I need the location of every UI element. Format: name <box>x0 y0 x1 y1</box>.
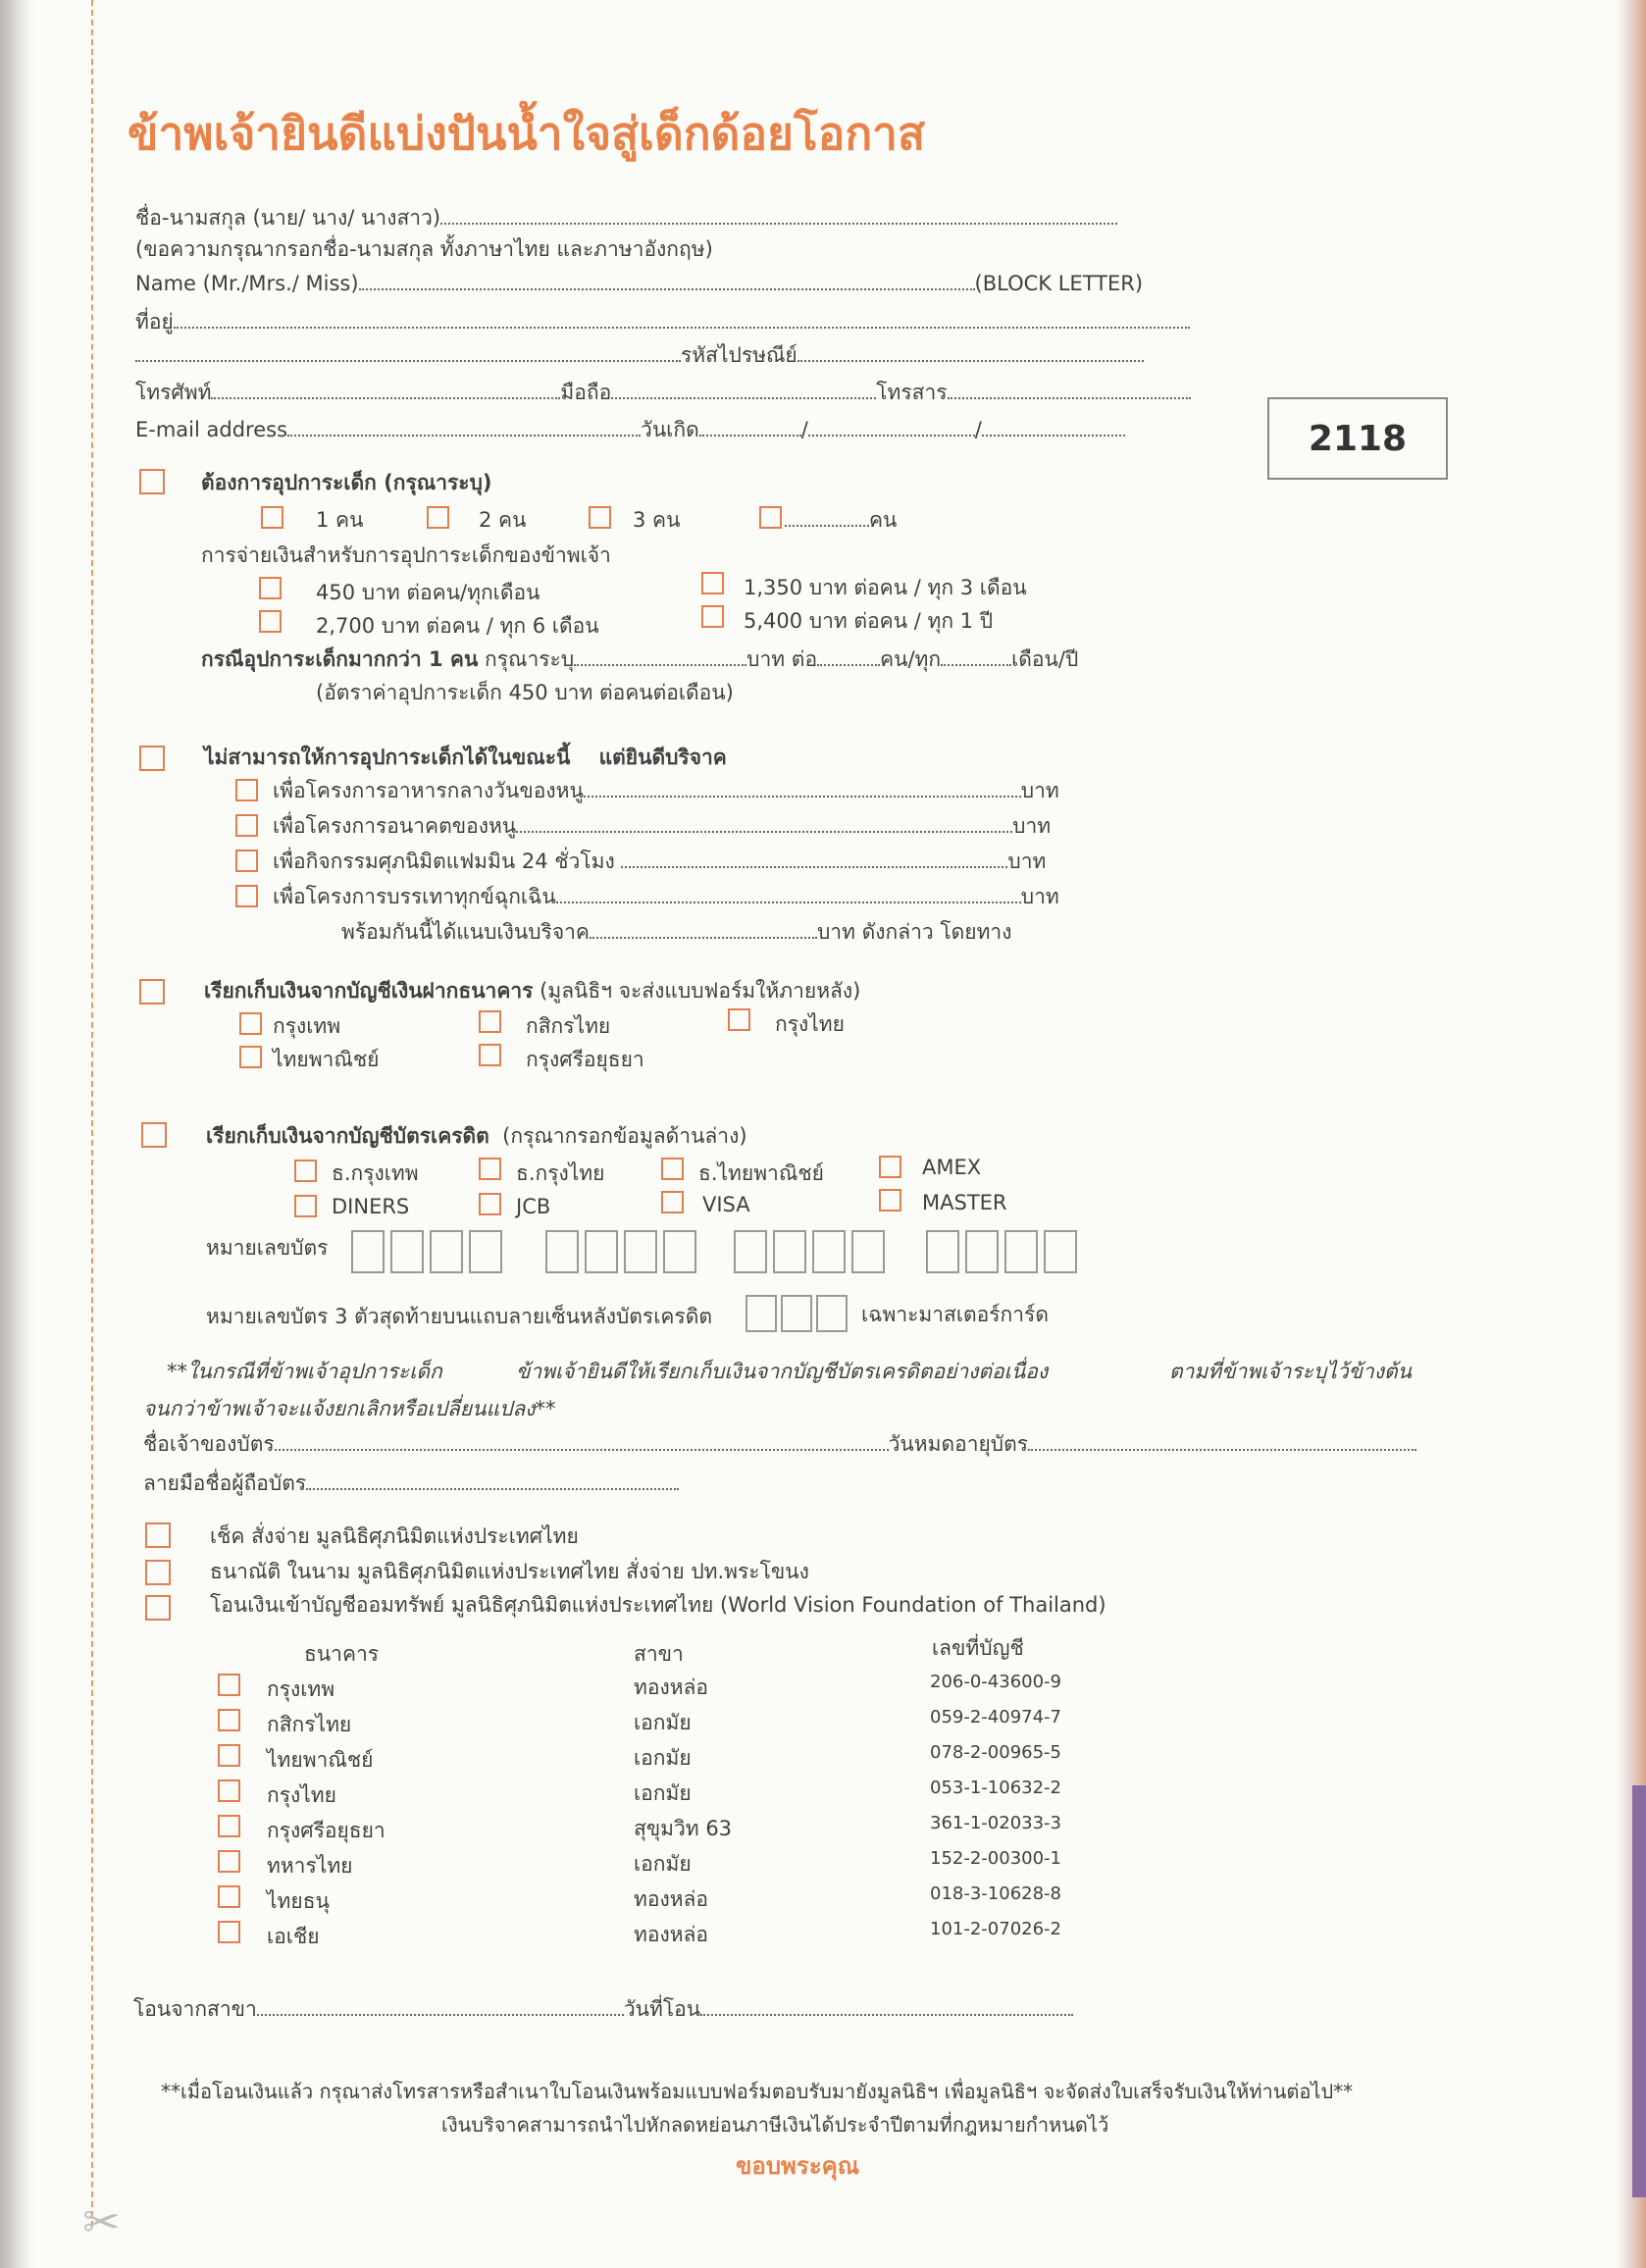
cvv-digit-box[interactable] <box>746 1295 777 1332</box>
credit-heading-row <box>206 1120 747 1153</box>
sponsor-heading: ต้องการอุปการะเด็ก (กรุณาระบุ) <box>201 471 492 494</box>
footer-note-2: เงินบริจาคสามารถนำไปหักลดหย่อนภาษีเงินได้ประจำปีตามที่กฎหมายกำหนดไว้ <box>441 2113 1109 2137</box>
card-digit-box[interactable] <box>545 1230 579 1273</box>
card-amex-checkbox[interactable] <box>879 1156 901 1178</box>
multi-child-row <box>201 644 1078 676</box>
donate-lunch-label: เพื่อโครงการอาหารกลางวันของหนู <box>273 779 584 802</box>
account-bank: กสิกรไทย <box>267 1713 352 1736</box>
card-digit-box[interactable] <box>663 1230 696 1273</box>
name-en-row <box>135 271 1143 295</box>
birth-year-field[interactable] <box>982 417 1125 437</box>
auth-text-b: ข้าพเจ้ายินดีให้เรียกเก็บเงินจากบัญชีบัตรเครดิตอย่างต่อเนื่อง <box>516 1360 1049 1383</box>
card-visa-label: VISA <box>702 1193 750 1216</box>
multi-child-label: กรณีอุปการะเด็กมากกว่า 1 คน <box>201 647 479 671</box>
transfer-from-field[interactable] <box>257 1996 624 2016</box>
holder-field[interactable] <box>275 1431 889 1451</box>
cut-line <box>91 0 93 2227</box>
donate-famine-label: เพื่อกิจกรรมศุภนิมิตแฟมมิน 24 ชั่วโมง <box>273 850 615 873</box>
multi-period-field[interactable] <box>941 646 1011 666</box>
account-branch: เอกมัย <box>634 1781 692 1805</box>
account-row-checkbox[interactable] <box>218 1815 240 1837</box>
debit-krungthai-checkbox[interactable] <box>728 1008 750 1031</box>
cvv-digit-box[interactable] <box>816 1295 848 1332</box>
address-row <box>135 306 1190 338</box>
account-bank: ทหารไทย <box>267 1854 353 1878</box>
cvv-digit-box[interactable] <box>781 1295 812 1332</box>
donate-relief-field[interactable] <box>556 884 1021 903</box>
account-number: 018-3-10628-8 <box>930 1883 1062 1904</box>
account-row-checkbox[interactable] <box>218 1850 240 1873</box>
donate-lunch-baht: บาท <box>1020 779 1059 802</box>
account-number: 059-2-40974-7 <box>930 1707 1062 1727</box>
card-digit-box[interactable] <box>430 1230 463 1273</box>
multi-baht-per: บาท ต่อ <box>746 647 818 671</box>
card-digit-box[interactable] <box>624 1230 657 1273</box>
account-row-checkbox[interactable] <box>218 1709 240 1731</box>
count-2-checkbox[interactable] <box>427 506 449 529</box>
attach-method-label: บาท ดังกล่าว โดยทาง <box>816 920 1012 944</box>
account-branch: ทองหล่อ <box>634 1675 709 1699</box>
multi-persons-every: คน/ทุก <box>880 647 942 671</box>
account-bank: กรุงเทพ <box>267 1677 335 1701</box>
card-ktb-checkbox[interactable] <box>479 1158 501 1180</box>
account-number: 101-2-07026-2 <box>930 1919 1062 1939</box>
form-number: 2118 <box>1267 397 1448 480</box>
card-jcb-checkbox[interactable] <box>479 1193 501 1215</box>
card-digit-box[interactable] <box>469 1230 502 1273</box>
credit-note: (กรุณากรอกข้อมูลด้านล่าง) <box>502 1124 747 1148</box>
count-1-checkbox[interactable] <box>261 506 283 529</box>
pay-quarterly-label: 1,350 บาท ต่อคน / ทุก 3 เดือน <box>744 576 1027 599</box>
account-row-checkbox[interactable] <box>218 1885 240 1908</box>
card-diners-label: DINERS <box>332 1195 410 1218</box>
pay-yearly-checkbox[interactable] <box>701 605 724 628</box>
donate-relief-row <box>273 881 1059 913</box>
expiry-field[interactable] <box>1028 1431 1416 1451</box>
pay-monthly-checkbox[interactable] <box>259 577 282 599</box>
cheque-label: เช็ค สั่งจ่าย มูลนิธิศุภนิมิตแห่งประเทศไทย <box>210 1524 579 1548</box>
attach-amount-field[interactable] <box>590 919 817 939</box>
card-jcb-label: JCB <box>516 1195 551 1218</box>
card-digit-box[interactable] <box>1044 1230 1077 1273</box>
signature-field[interactable] <box>306 1470 679 1490</box>
signature-label: ลายมือชื่อผู้ถือบัตร <box>143 1471 307 1495</box>
pay-halfyear-label: 2,700 บาท ต่อคน / ทุก 6 เดือน <box>316 614 599 638</box>
page-binding-shadow <box>0 0 33 2268</box>
account-number: 078-2-00965-5 <box>930 1742 1062 1763</box>
card-digit-box[interactable] <box>926 1230 959 1273</box>
count-2-label: 2 คน <box>479 508 527 532</box>
debit-ayudhya-label: กรุงศรีอยุธยา <box>526 1048 644 1071</box>
account-row-checkbox[interactable] <box>218 1744 240 1767</box>
transfer-from-label: โอนจากสาขา <box>133 1997 257 2021</box>
postcode-label: รหัสไปรษณีย์ <box>681 343 797 367</box>
account-number: 206-0-43600-9 <box>930 1672 1062 1692</box>
card-amex-label: AMEX <box>922 1156 982 1179</box>
card-scb-checkbox[interactable] <box>661 1158 684 1180</box>
attach-row <box>341 916 1011 949</box>
account-branch: เอกมัย <box>634 1746 692 1770</box>
account-row-checkbox[interactable] <box>218 1921 240 1943</box>
count-other-field[interactable] <box>785 507 869 527</box>
card-diners-checkbox[interactable] <box>294 1195 317 1217</box>
debit-kasikorn-checkbox[interactable] <box>479 1010 501 1033</box>
card-bbl-label: ธ.กรุงเทพ <box>332 1161 419 1185</box>
card-master-checkbox[interactable] <box>879 1189 901 1211</box>
card-digit-box[interactable] <box>851 1230 885 1273</box>
multi-child-specify: กรุณาระบุ <box>485 647 575 671</box>
name-th-label: ชื่อ-นามสกุล (นาย/ นาง/ นางสาว) <box>135 206 441 230</box>
address-label: ที่อยู่ <box>135 310 174 334</box>
attach-label: พร้อมกันนี้ได้แนบเงินบริจาค <box>341 920 590 944</box>
account-bank: เอเชีย <box>267 1925 320 1948</box>
phone-row <box>135 377 1191 409</box>
account-bank: กรุงศรีอยุธยา <box>267 1819 386 1842</box>
pay-monthly-label: 450 บาท ต่อคน/ทุกเดือน <box>316 581 540 604</box>
donate-future-checkbox[interactable] <box>235 814 258 837</box>
count-other-row <box>785 504 897 537</box>
rate-note: (อัตราค่าอุปการะเด็ก 450 บาท ต่อคนต่อเดือน) <box>316 681 734 704</box>
name-note: (ขอความกรุณากรอกชื่อ-นามสกุล ทั้งภาษาไทย และภาษาอังกฤษ) <box>135 237 713 261</box>
donate-heading-row <box>204 742 727 774</box>
pay-halfyear-checkbox[interactable] <box>259 610 282 633</box>
credit-card-checkbox[interactable] <box>141 1122 167 1148</box>
name-th-row <box>135 202 1117 234</box>
phone-field[interactable] <box>211 380 560 399</box>
account-row-checkbox[interactable] <box>218 1674 240 1696</box>
money-order-checkbox[interactable] <box>145 1560 171 1585</box>
pay-yearly-label: 5,400 บาท ต่อคน / ทุก 1 ปี <box>744 609 994 633</box>
email-label: E-mail address <box>135 418 288 441</box>
col-bank-header: ธนาคาร <box>304 1642 380 1666</box>
card-digit-box[interactable] <box>734 1230 767 1273</box>
birth-day-field[interactable] <box>699 417 801 437</box>
address-field[interactable] <box>174 309 1190 329</box>
card-digit-box[interactable] <box>351 1230 385 1273</box>
address-field-2[interactable] <box>135 342 681 362</box>
credit-heading: เรียกเก็บเงินจากบัญชีบัตรเครดิต <box>206 1124 489 1148</box>
donate-famine-baht: บาท <box>1007 850 1047 873</box>
mobile-label: มือถือ <box>560 381 612 404</box>
account-branch: สุขุมวิท 63 <box>634 1817 733 1840</box>
account-row-checkbox[interactable] <box>218 1779 240 1802</box>
next-page-edge <box>1632 1785 1646 2197</box>
donate-relief-label: เพื่อโครงการบรรเทาทุกข์ฉุกเฉิน <box>273 885 556 908</box>
card-digit-box[interactable] <box>812 1230 846 1273</box>
birthdate-label: วันเกิด <box>641 418 699 441</box>
count-other-checkbox[interactable] <box>759 506 782 529</box>
count-other-label: คน <box>869 508 898 532</box>
scissors-icon: ✂ <box>82 2195 121 2248</box>
name-th-field[interactable] <box>440 205 1117 225</box>
card-digit-box[interactable] <box>1004 1230 1038 1273</box>
donate-lunch-row <box>273 775 1059 807</box>
address-row-2 <box>135 339 1144 372</box>
donate-heading: ไม่สามารถให้การอุปการะเด็กได้ในขณะนี้ <box>204 746 571 769</box>
account-branch: เอกมัย <box>634 1852 692 1876</box>
donate-future-row <box>273 810 1051 843</box>
count-3-label: 3 คน <box>633 508 681 532</box>
auth-text-a: **ในกรณีที่ข้าพเจ้าอุปการะเด็ก <box>167 1360 442 1383</box>
name-en-field[interactable] <box>359 271 975 290</box>
birth-slash-2: / <box>974 418 982 441</box>
card-bbl-checkbox[interactable] <box>294 1160 317 1182</box>
card-ktb-label: ธ.กรุงไทย <box>516 1161 605 1185</box>
bank-debit-heading: เรียกเก็บเงินจากบัญชีเงินฝากธนาคาร <box>204 979 534 1003</box>
auth-text-c: ตามที่ข้าพเจ้าระบุไว้ข้างต้น <box>1169 1360 1413 1383</box>
holder-label: ชื่อเจ้าของบัตร <box>143 1432 275 1456</box>
card-digit-box[interactable] <box>773 1230 806 1273</box>
debit-kasikorn-label: กสิกรไทย <box>526 1014 611 1038</box>
donate-future-baht: บาท <box>1012 814 1052 838</box>
donate-heading-2: แต่ยินดีบริจาค <box>598 746 727 769</box>
email-row <box>135 414 1125 446</box>
card-digit-box[interactable] <box>390 1230 424 1273</box>
account-branch: ทองหล่อ <box>634 1923 709 1946</box>
card-scb-label: ธ.ไทยพาณิชย์ <box>698 1161 824 1185</box>
card-master-label: MASTER <box>922 1191 1007 1214</box>
debit-scb-checkbox[interactable] <box>239 1046 262 1068</box>
pay-quarterly-checkbox[interactable] <box>701 572 724 594</box>
donate-famine-checkbox[interactable] <box>235 850 258 872</box>
card-digit-box[interactable] <box>965 1230 999 1273</box>
name-en-label: Name (Mr./Mrs./ Miss) <box>135 272 359 295</box>
count-1-label: 1 คน <box>316 508 364 532</box>
col-account-header: เลขที่บัญชี <box>932 1636 1024 1660</box>
donate-relief-checkbox[interactable] <box>235 885 258 907</box>
thanks-text: ขอบพระคุณ <box>736 2152 859 2180</box>
bank-debit-note: (มูลนิธิฯ จะส่งแบบฟอร์มให้ภายหลัง) <box>540 979 861 1003</box>
transfer-checkbox[interactable] <box>145 1595 171 1621</box>
block-letter-label: (BLOCK LETTER) <box>974 272 1144 295</box>
debit-ayudhya-checkbox[interactable] <box>479 1044 501 1066</box>
form-title: ข้าพเจ้ายินดีแบ่งปันน้ำใจสู่เด็กด้อยโอกาส <box>128 107 926 160</box>
multi-month-year: เดือน/ปี <box>1011 647 1079 671</box>
cheque-checkbox[interactable] <box>145 1522 171 1548</box>
sponsor-checkbox[interactable] <box>139 469 165 494</box>
debit-bangkok-checkbox[interactable] <box>239 1012 262 1035</box>
account-bank: ไทยธนุ <box>267 1889 330 1913</box>
account-number: 053-1-10632-2 <box>930 1778 1062 1798</box>
donate-famine-row <box>273 846 1046 878</box>
fax-label: โทรสาร <box>876 381 948 404</box>
donate-lunch-checkbox[interactable] <box>235 779 258 801</box>
bank-debit-checkbox[interactable] <box>139 979 165 1005</box>
col-branch-header: สาขา <box>634 1642 684 1666</box>
account-branch: เอกมัย <box>634 1711 692 1734</box>
donate-relief-baht: บาท <box>1020 885 1059 908</box>
card-visa-checkbox[interactable] <box>661 1191 684 1213</box>
holder-row <box>143 1428 1416 1461</box>
transfer-date-field[interactable] <box>700 1996 1073 2016</box>
mobile-field[interactable] <box>611 380 876 399</box>
debit-scb-label: ไทยพาณิชย์ <box>273 1048 380 1071</box>
account-branch: ทองหล่อ <box>634 1887 709 1911</box>
fax-field[interactable] <box>948 380 1191 399</box>
transfer-date-label: วันที่โอน <box>623 1997 701 2021</box>
donate-future-label: เพื่อโครงการอนาคตของหนู <box>273 814 517 838</box>
donate-lunch-field[interactable] <box>584 778 1021 798</box>
donate-famine-field[interactable] <box>621 849 1007 868</box>
email-field[interactable] <box>287 417 641 437</box>
birth-month-field[interactable] <box>808 417 975 437</box>
account-bank: กรุงไทย <box>267 1783 336 1807</box>
footer-note-1: **เมื่อโอนเงินแล้ว กรุณาส่งโทรสารหรือสำเนาใบโอนเงินพร้อมแบบฟอร์มตอบรับมายังมูลนิธิฯ เพื่อมูลนิธิฯ จะจัดส่งใบเสร็จรับเงินให้ท่านต่อไป** <box>161 2080 1354 2103</box>
donate-checkbox[interactable] <box>139 746 165 771</box>
transfer-info-row <box>133 1993 1073 2026</box>
birth-slash-1: / <box>800 418 808 441</box>
postcode-field[interactable] <box>797 342 1144 362</box>
account-bank: ไทยพาณิชย์ <box>267 1748 374 1772</box>
debit-bangkok-label: กรุงเทพ <box>273 1014 341 1038</box>
payment-heading: การจ่ายเงินสำหรับการอุปการะเด็กของข้าพเจ้า <box>201 543 611 567</box>
card-number-label: หมายเลขบัตร <box>206 1236 329 1260</box>
multi-amount-field[interactable] <box>574 646 746 666</box>
donate-future-field[interactable] <box>516 813 1012 833</box>
account-number: 361-1-02033-3 <box>930 1813 1062 1833</box>
money-order-label: ธนาณัติ ในนาม มูลนิธิศุภนิมิตแห่งประเทศไทย สั่งจ่าย ปท.พระโขนง <box>210 1560 809 1583</box>
auth-text-d: จนกว่าข้าพเจ้าจะแจ้งยกเลิกหรือเปลี่ยนแปลง** <box>143 1397 556 1420</box>
account-number: 152-2-00300-1 <box>930 1848 1062 1869</box>
bank-debit-heading-row <box>204 975 860 1007</box>
multi-persons-field[interactable] <box>817 646 880 666</box>
phone-label: โทรศัพท์ <box>135 381 212 404</box>
debit-krungthai-label: กรุงไทย <box>775 1012 845 1036</box>
expiry-label: วันหมดอายุบัตร <box>888 1432 1029 1456</box>
cvv-label: หมายเลขบัตร 3 ตัวสุดท้ายบนแถบลายเซ็นหลังบัตรเครดิต <box>206 1305 712 1328</box>
signature-row <box>143 1468 679 1500</box>
cvv-note: เฉพาะมาสเตอร์การ์ด <box>861 1303 1049 1326</box>
card-digit-box[interactable] <box>585 1230 618 1273</box>
transfer-label: โอนเงินเข้าบัญชีออมทรัพย์ มูลนิธิศุภนิมิตแห่งประเทศไทย (World Vision Foundation of Thailand) <box>210 1593 1106 1617</box>
count-3-checkbox[interactable] <box>589 506 611 529</box>
